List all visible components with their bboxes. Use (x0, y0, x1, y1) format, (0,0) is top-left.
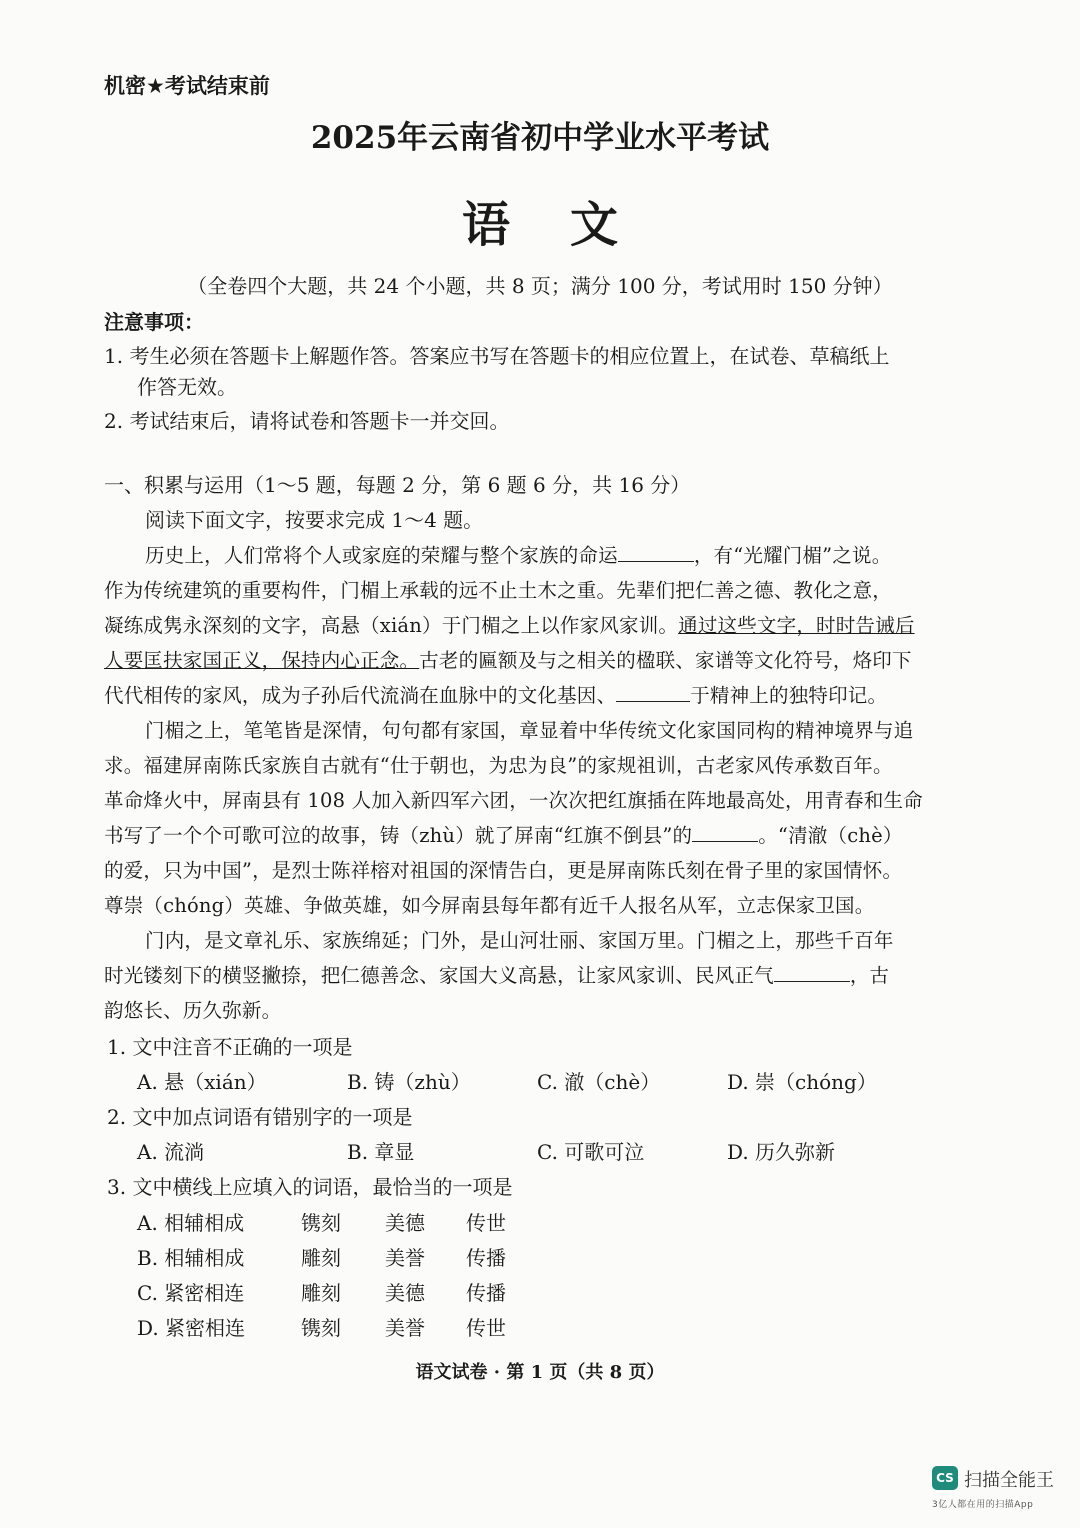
underlined-sentence: 通过这些文字，时时告诫后 (678, 614, 915, 637)
passage-line (104, 820, 903, 848)
notice-item-2: 2. 考试结束后，请将试卷和答题卡一并交回。 (104, 409, 510, 433)
passage-line (104, 610, 915, 638)
passage-text: 书写了一个个可歌可泣的故事，铸（zhù）就了屏南“红旗不倒县”的 (104, 824, 693, 847)
q3-option-d-word4: 传世 (466, 1316, 506, 1340)
exam-info: （全卷四个大题，共 24 个小题，共 8 页；满分 100 分，考试用时 150 分钟） (187, 274, 893, 298)
watermark-app-name: 扫描全能王 (964, 1470, 1054, 1491)
fill-blank-1 (618, 543, 694, 562)
question-3: 3. 文中横线上应填入的词语，最恰当的一项是 (107, 1175, 513, 1199)
subject-char-2: 文 (570, 197, 619, 253)
exam-title: 2025年云南省初中学业水平考试 (310, 120, 770, 156)
q3-option-a-phrase: A. 相辅相成 (137, 1211, 245, 1235)
passage-text: ，古 (849, 964, 890, 987)
passage-line: 革命烽火中，屏南县有 108 人加入新四军六团，一次次把红旗插在阵地最高处，用青春和生命 (104, 789, 923, 812)
passage-line: 韵悠长、历久弥新。 (104, 999, 282, 1022)
q3-option-b-phrase: B. 相辅相成 (137, 1246, 245, 1270)
passage-text: 凝练成隽永深刻的文字，高悬（xián）于门楣之上以作家风家训。 (104, 614, 679, 637)
section-instruction: 阅读下面文字，按要求完成 1～4 题。 (145, 508, 484, 532)
passage-text: 时光镂刻下的横竖撇捺，把仁德善念、家国大义高悬，让家风家训、民风正气 (104, 964, 774, 987)
q1-option-a: A. 悬（xián） (137, 1070, 267, 1094)
q1-option-d: D. 崇（chóng） (727, 1070, 877, 1094)
confidential-label: 机密★考试结束前 (104, 74, 270, 98)
passage-line: 求。福建屏南陈氏家族自古就有“仕于朝也，为忠为良”的家规祖训，古老家风传承数百年。 (104, 754, 893, 777)
q3-option-b-word2: 雕刻 (301, 1246, 341, 1270)
notice-item-1-cont: 作答无效。 (137, 375, 237, 399)
question-1: 1. 文中注音不正确的一项是 (107, 1035, 353, 1059)
q2-option-b: B. 章显 (347, 1140, 415, 1164)
q3-option-d-phrase: D. 紧密相连 (137, 1316, 246, 1340)
passage-text: 代代相传的家风，成为子孙后代流淌在血脉中的文化基因、 (104, 684, 617, 707)
q3-option-a-word2: 镌刻 (301, 1211, 341, 1235)
q1-option-b: B. 铸（zhù） (347, 1070, 471, 1094)
subject-title (0, 186, 1080, 255)
subject-char-1: 语 (461, 197, 510, 253)
q3-option-c-word4: 传播 (466, 1281, 506, 1305)
q3-option-c-phrase: C. 紧密相连 (137, 1281, 245, 1305)
q3-option-d-word2: 镌刻 (301, 1316, 341, 1340)
passage-text: 。“清澈（chè） (758, 824, 903, 847)
q3-option-a-word4: 传世 (466, 1211, 506, 1235)
passage-text: ，有“光耀门楣”之说。 (693, 544, 892, 567)
q3-option-d-word3: 美誉 (385, 1316, 425, 1340)
q3-option-c-word3: 美德 (385, 1281, 425, 1305)
passage-text: 历史上，人们常将个人或家庭的荣耀与整个家族的命运 (145, 544, 618, 567)
passage-line (104, 680, 887, 708)
page-footer: 语文试卷 · 第 1 页（共 8 页） (415, 1362, 665, 1383)
camscanner-logo-icon: CS (932, 1466, 958, 1490)
fill-blank-3 (692, 823, 758, 842)
section-heading: 一、积累与运用（1～5 题，每题 2 分，第 6 题 6 分，共 16 分） (104, 473, 691, 497)
passage-line (104, 960, 889, 988)
passage-line (145, 540, 891, 568)
passage-line: 尊崇（chóng）英雄、争做英雄，如今屏南县每年都有近千人报名从军，立志保家卫国。 (104, 894, 875, 917)
passage-text: 古老的匾额及与之相关的楹联、家谱等文化符号，烙印下 (419, 649, 912, 672)
passage-line: 门楣之上，笔笔皆是深情，句句都有家国，章显着中华传统文化家国同构的精神境界与追 (145, 719, 914, 742)
q3-option-b-word4: 传播 (466, 1246, 506, 1270)
passage-line: 门内，是文章礼乐、家族绵延；门外，是山河壮丽、家国万里。门楣之上，那些千百年 (145, 929, 894, 952)
passage-line (104, 645, 912, 673)
passage-line: 作为传统建筑的重要构件，门楣上承载的远不止土木之重。先辈们把仁善之德、教化之意， (104, 579, 893, 602)
q2-option-a: A. 流淌 (137, 1140, 205, 1164)
fill-blank-4 (774, 963, 850, 982)
underlined-sentence: 人要匡扶家国正义，保持内心正念。 (104, 649, 420, 672)
notice-heading: 注意事项： (104, 310, 204, 334)
q2-option-c: C. 可歌可泣 (537, 1140, 645, 1164)
q3-option-b-word3: 美誉 (385, 1246, 425, 1270)
fill-blank-2 (616, 683, 690, 702)
q3-option-a-word3: 美德 (385, 1211, 425, 1235)
q1-option-c: C. 澈（chè） (537, 1070, 661, 1094)
q2-option-d: D. 历久弥新 (727, 1140, 836, 1164)
watermark-tagline: 3亿人都在用的扫描App (932, 1500, 1034, 1510)
question-2: 2. 文中加点词语有错别字的一项是 (107, 1105, 413, 1129)
q3-option-c-word2: 雕刻 (301, 1281, 341, 1305)
notice-item-1: 1. 考生必须在答题卡上解题作答。答案应书写在答题卡的相应位置上，在试卷、草稿纸上 (104, 344, 890, 368)
passage-line: 的爱，只为中国”，是烈士陈祥榕对祖国的深情告白，更是屏南陈氏刻在骨子里的家国情怀。 (104, 859, 903, 882)
passage-text: 于精神上的独特印记。 (690, 684, 888, 707)
